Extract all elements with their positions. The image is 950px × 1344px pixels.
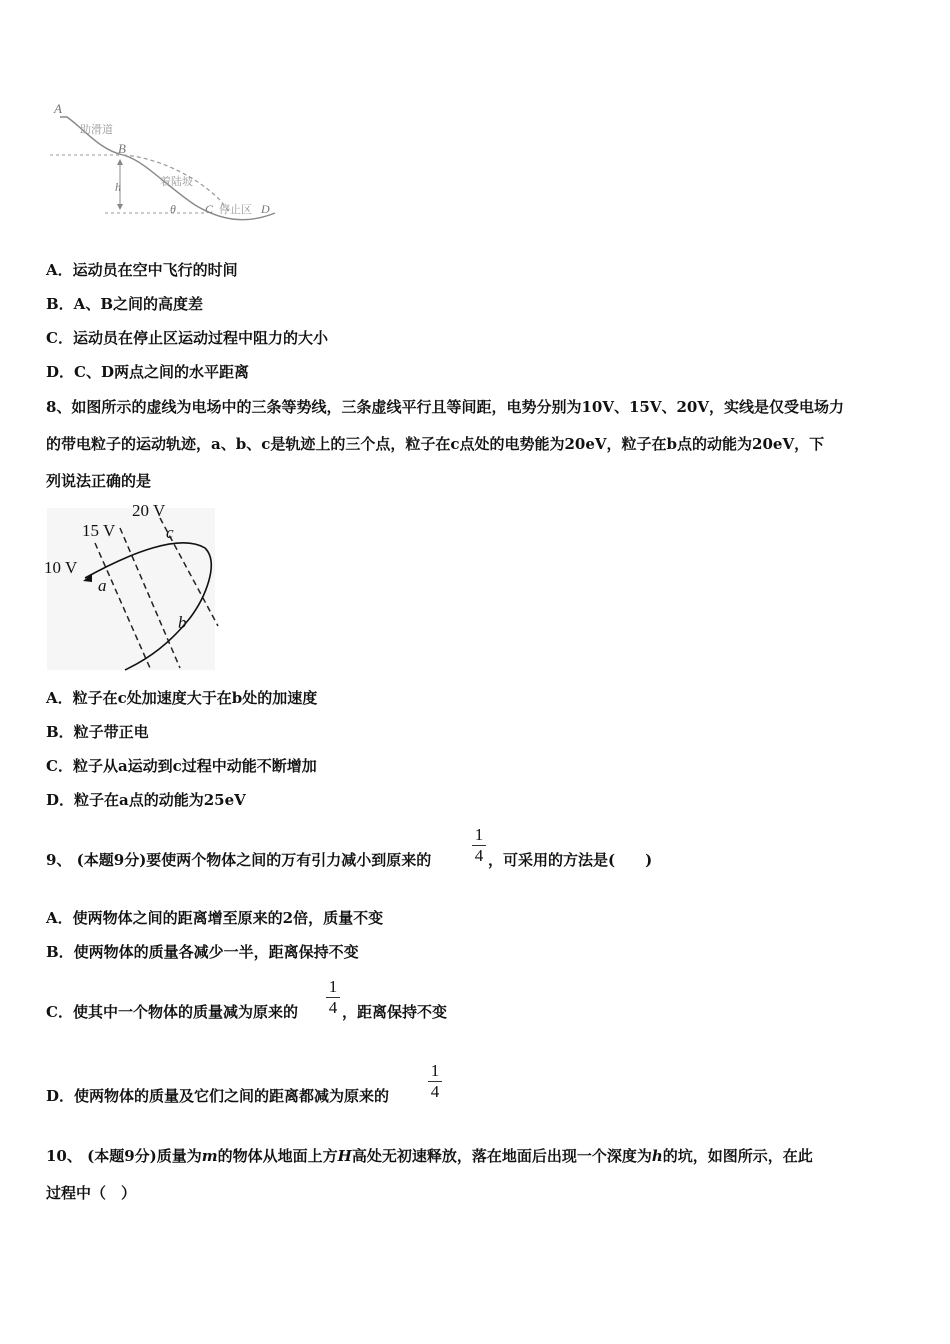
ski-jump-figure [45, 95, 285, 225]
point-label-a: a [98, 576, 107, 595]
ski-stop-label: 停止区 [219, 204, 252, 216]
q9-d-frac-den: 4 [430, 1082, 440, 1101]
q10-text-c: 高处无初速释放，落在地面后出现一个深度为 [351, 1147, 652, 1165]
q7-option-c: C．运动员在停止区运动过程中阻力的大小 [46, 329, 328, 347]
q9-option-c-pre: C．使其中一个物体的质量减为原来的 [46, 1003, 298, 1021]
q9-option-d-pre: D．使两物体的质量及它们之间的距离都减为原来的 [46, 1087, 390, 1105]
field-label-20v: 20 V [132, 501, 166, 520]
q10-text-b: 的物体从地面上方 [217, 1147, 338, 1165]
q10-text-d: 的坑，如图所示，在此 [662, 1147, 813, 1165]
q9-option-c-fraction [326, 978, 340, 1017]
ski-label-h: h [115, 180, 121, 194]
q9-option-b: B．使两物体的质量各减少一半，距离保持不变 [46, 943, 359, 961]
q9-option-d-fraction [428, 1062, 442, 1101]
q8-stem-line1: 8、如图所示的虚线为电场中的三条等势线，三条虚线平行且等间距，电势分别为10V、15V、20V，实线是仅受电场力 [46, 398, 844, 416]
ski-label-d: D [261, 202, 270, 216]
q9-stem-fraction [472, 826, 486, 865]
ski-label-theta: θ [170, 202, 176, 216]
ski-label-c: C [205, 202, 214, 216]
q10-var-h: h [651, 1147, 663, 1165]
point-label-c: c [166, 523, 174, 542]
q8-option-c: C．粒子从a运动到c过程中动能不断增加 [46, 757, 317, 775]
q9-stem-frac-num: 1 [474, 825, 484, 844]
field-label-15v: 15 V [82, 521, 116, 540]
q9-option-a: A．使两物体之间的距离增至原来的2倍，质量不变 [46, 909, 384, 927]
q9-c-frac-num: 1 [328, 977, 338, 996]
q10-stem-line2: 过程中（ ） [46, 1184, 137, 1202]
q10-text-a: 10、 (本题9分)质量为 [46, 1147, 202, 1165]
q8-option-d: D．粒子在a点的动能为25eV [46, 791, 246, 809]
q9-c-frac-den: 4 [328, 998, 338, 1017]
q7-option-d: D．C、D两点之间的水平距离 [46, 363, 249, 381]
ski-slope-label: 着陆坡 [160, 176, 193, 188]
point-label-b: b [178, 613, 187, 632]
q9-stem-frac-den: 4 [474, 846, 484, 865]
q8-option-b: B．粒子带正电 [46, 723, 149, 741]
electric-field-figure [40, 498, 220, 673]
q9-stem-post: ，可采用的方法是( ) [488, 851, 653, 869]
field-label-10v: 10 V [44, 558, 78, 577]
q9-d-frac-num: 1 [430, 1061, 440, 1080]
q8-stem-line3: 列说法正确的是 [46, 472, 152, 490]
ski-ramp-label: 助滑道 [80, 124, 113, 136]
q10-var-H: H [337, 1147, 352, 1165]
q7-option-b: B．A、B之间的高度差 [46, 295, 203, 313]
q9-option-c-post: ，距离保持不变 [342, 1003, 448, 1021]
ski-label-b: B [118, 141, 126, 156]
q8-option-a: A．粒子在c处加速度大于在b处的加速度 [46, 689, 318, 707]
q8-stem-line2: 的带电粒子的运动轨迹，a、b、c是轨迹上的三个点，粒子在c点处的电势能为20eV，粒子在b点的动能为20eV，下 [46, 435, 825, 453]
ski-label-a: A [54, 101, 62, 116]
q10-stem-line1 [46, 1146, 813, 1166]
q9-stem-pre: 9、 (本题9分)要使两个物体之间的万有引力减小到原来的 [46, 851, 432, 869]
q10-var-m: m [201, 1147, 218, 1165]
q7-option-a: A．运动员在空中飞行的时间 [46, 261, 238, 279]
